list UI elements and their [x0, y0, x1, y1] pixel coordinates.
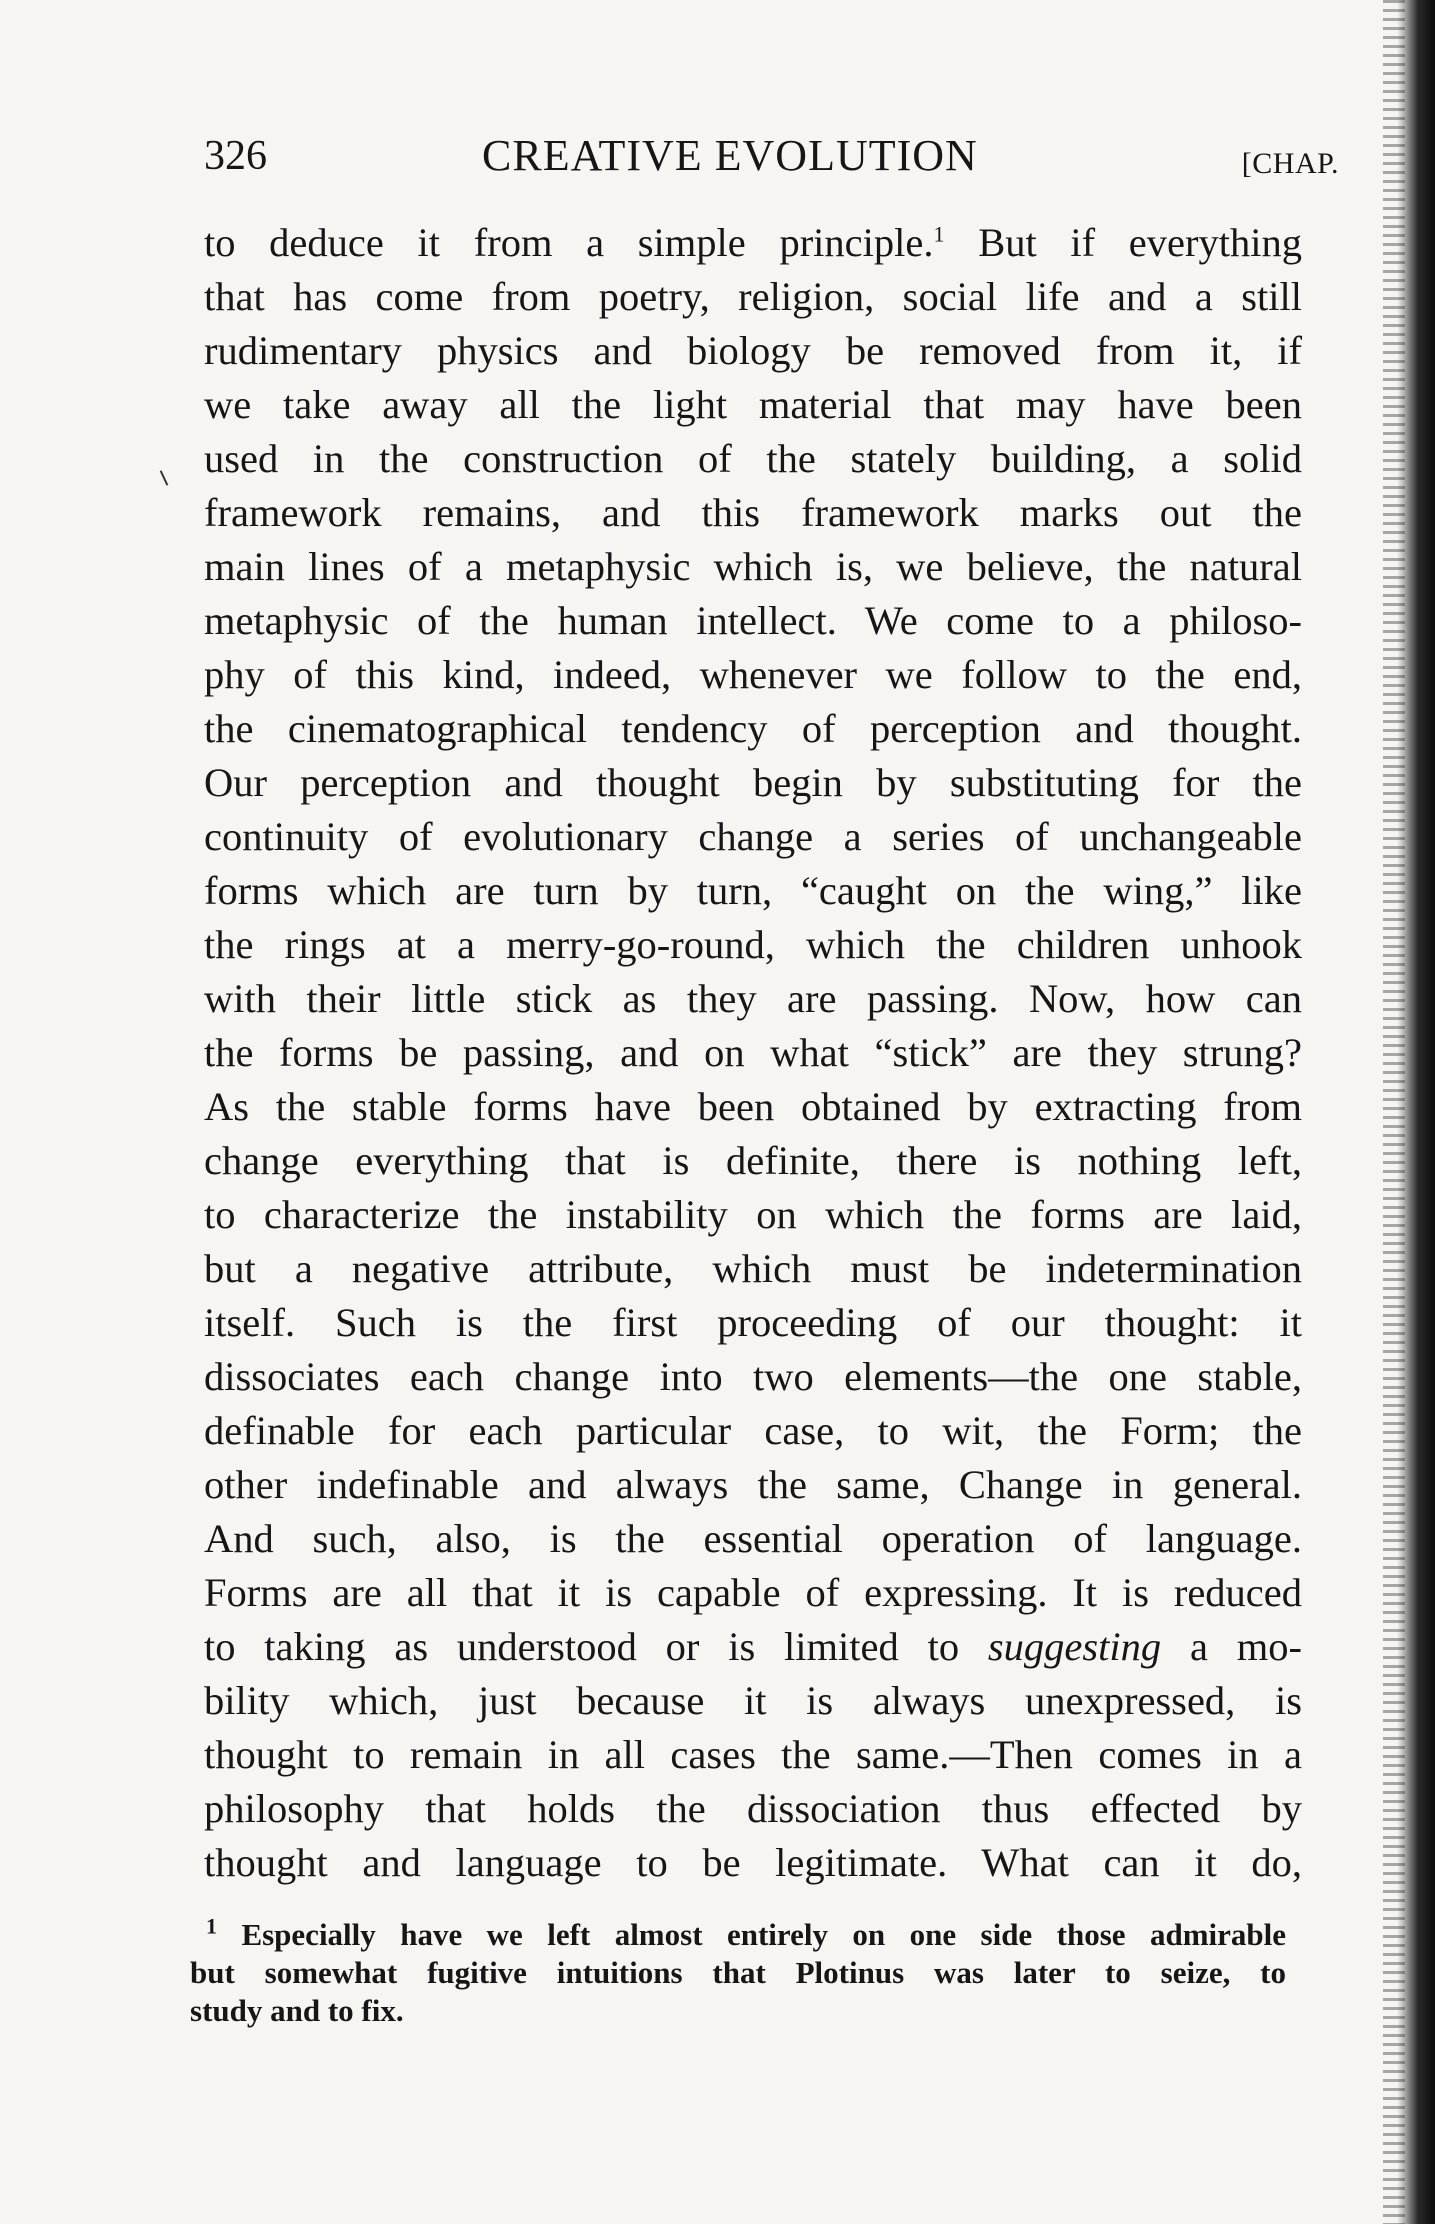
text-line: thought and language to be legitimate. What can it do, — [204, 1840, 1302, 1885]
text-line: main lines of a metaphysic which is, we believe, the natural — [204, 544, 1302, 589]
page-number: 326 — [204, 133, 267, 179]
text-line: As the stable forms have been obtained by extracting from — [204, 1084, 1302, 1129]
text-line: change everything that is definite, there is nothing left, — [204, 1138, 1302, 1183]
body-text — [204, 216, 1302, 1890]
text-line: Forms are all that it is capable of expressing. It is reduced — [204, 1570, 1302, 1615]
text-line: we take away all the light material that may have been — [204, 382, 1302, 427]
text-line-27-end: a mo- — [1161, 1624, 1303, 1669]
footnote-reference: 1 — [933, 221, 945, 247]
footnote-line-1-text: Especially have we left almost entirely on one side those admirable — [241, 1917, 1286, 1952]
text-line: And such, also, is the essential operation of language. — [204, 1516, 1302, 1561]
text-line: other indefinable and always the same, Change in general. — [204, 1462, 1302, 1507]
running-head — [204, 126, 1339, 186]
text-line: itself. Such is the first proceeding of our thought: it — [204, 1300, 1302, 1345]
text-line: framework remains, and this framework marks out the — [204, 490, 1302, 535]
binding-texture — [1383, 0, 1405, 2224]
text-line: Our perception and thought begin by substituting for the — [204, 760, 1302, 805]
text-line: dissociates each change into two elements—the one stable, — [204, 1354, 1302, 1399]
footnote-line-1 — [190, 1913, 1286, 1954]
text-line: with their little stick as they are passing. Now, how can — [204, 976, 1302, 1021]
margin-mark — [160, 470, 169, 485]
text-line: that has come from poetry, religion, social life and a still — [204, 274, 1302, 319]
text-line: the cinematographical tendency of perception and thought. — [204, 706, 1302, 751]
footnote-line: but somewhat fugitive intuitions that Plotinus was later to seize, to — [190, 1955, 1286, 1990]
text-line-1-start: to deduce it from a simple principle. — [204, 220, 934, 265]
text-line: forms which are turn by turn, “caught on the wing,” like — [204, 868, 1302, 913]
text-line: to characterize the instability on which the forms are laid, — [204, 1192, 1302, 1237]
text-line: definable for each particular case, to wit, the Form; the — [204, 1408, 1302, 1453]
chapter-marker: [CHAP. — [1241, 147, 1339, 180]
text-line: continuity of evolutionary change a series of unchangeable — [204, 814, 1302, 859]
footnote-mark: 1 — [206, 1913, 217, 1939]
text-line-1-end: But if everything — [944, 220, 1302, 265]
text-line: the rings at a merry-go-round, which the children unhook — [204, 922, 1302, 967]
text-line-27-start: to taking as understood or is limited to — [204, 1624, 960, 1669]
footnote-line: study and to fix. — [190, 1993, 404, 2028]
text-line-27 — [204, 1620, 1302, 1674]
italic-word: suggesting — [987, 1624, 1162, 1669]
text-line: phy of this kind, indeed, whenever we follow to the end, — [204, 652, 1302, 697]
text-line: rudimentary physics and biology be removed from it, if — [204, 328, 1302, 373]
text-line: thought to remain in all cases the same.—Then comes in a — [204, 1732, 1302, 1777]
text-line: metaphysic of the human intellect. We come to a philoso- — [204, 598, 1302, 643]
text-line: the forms be passing, and on what “stick” are they strung? — [204, 1030, 1302, 1075]
text-line: bility which, just because it is always unexpressed, is — [204, 1678, 1302, 1723]
text-line: used in the construction of the stately building, a solid — [204, 436, 1302, 481]
text-line-1 — [204, 216, 1302, 270]
book-title: CREATIVE EVOLUTION — [482, 131, 978, 180]
text-line: but a negative attribute, which must be indetermination — [204, 1246, 1302, 1291]
footnote — [190, 1913, 1286, 2030]
text-line: philosophy that holds the dissociation thus effected by — [204, 1786, 1302, 1831]
